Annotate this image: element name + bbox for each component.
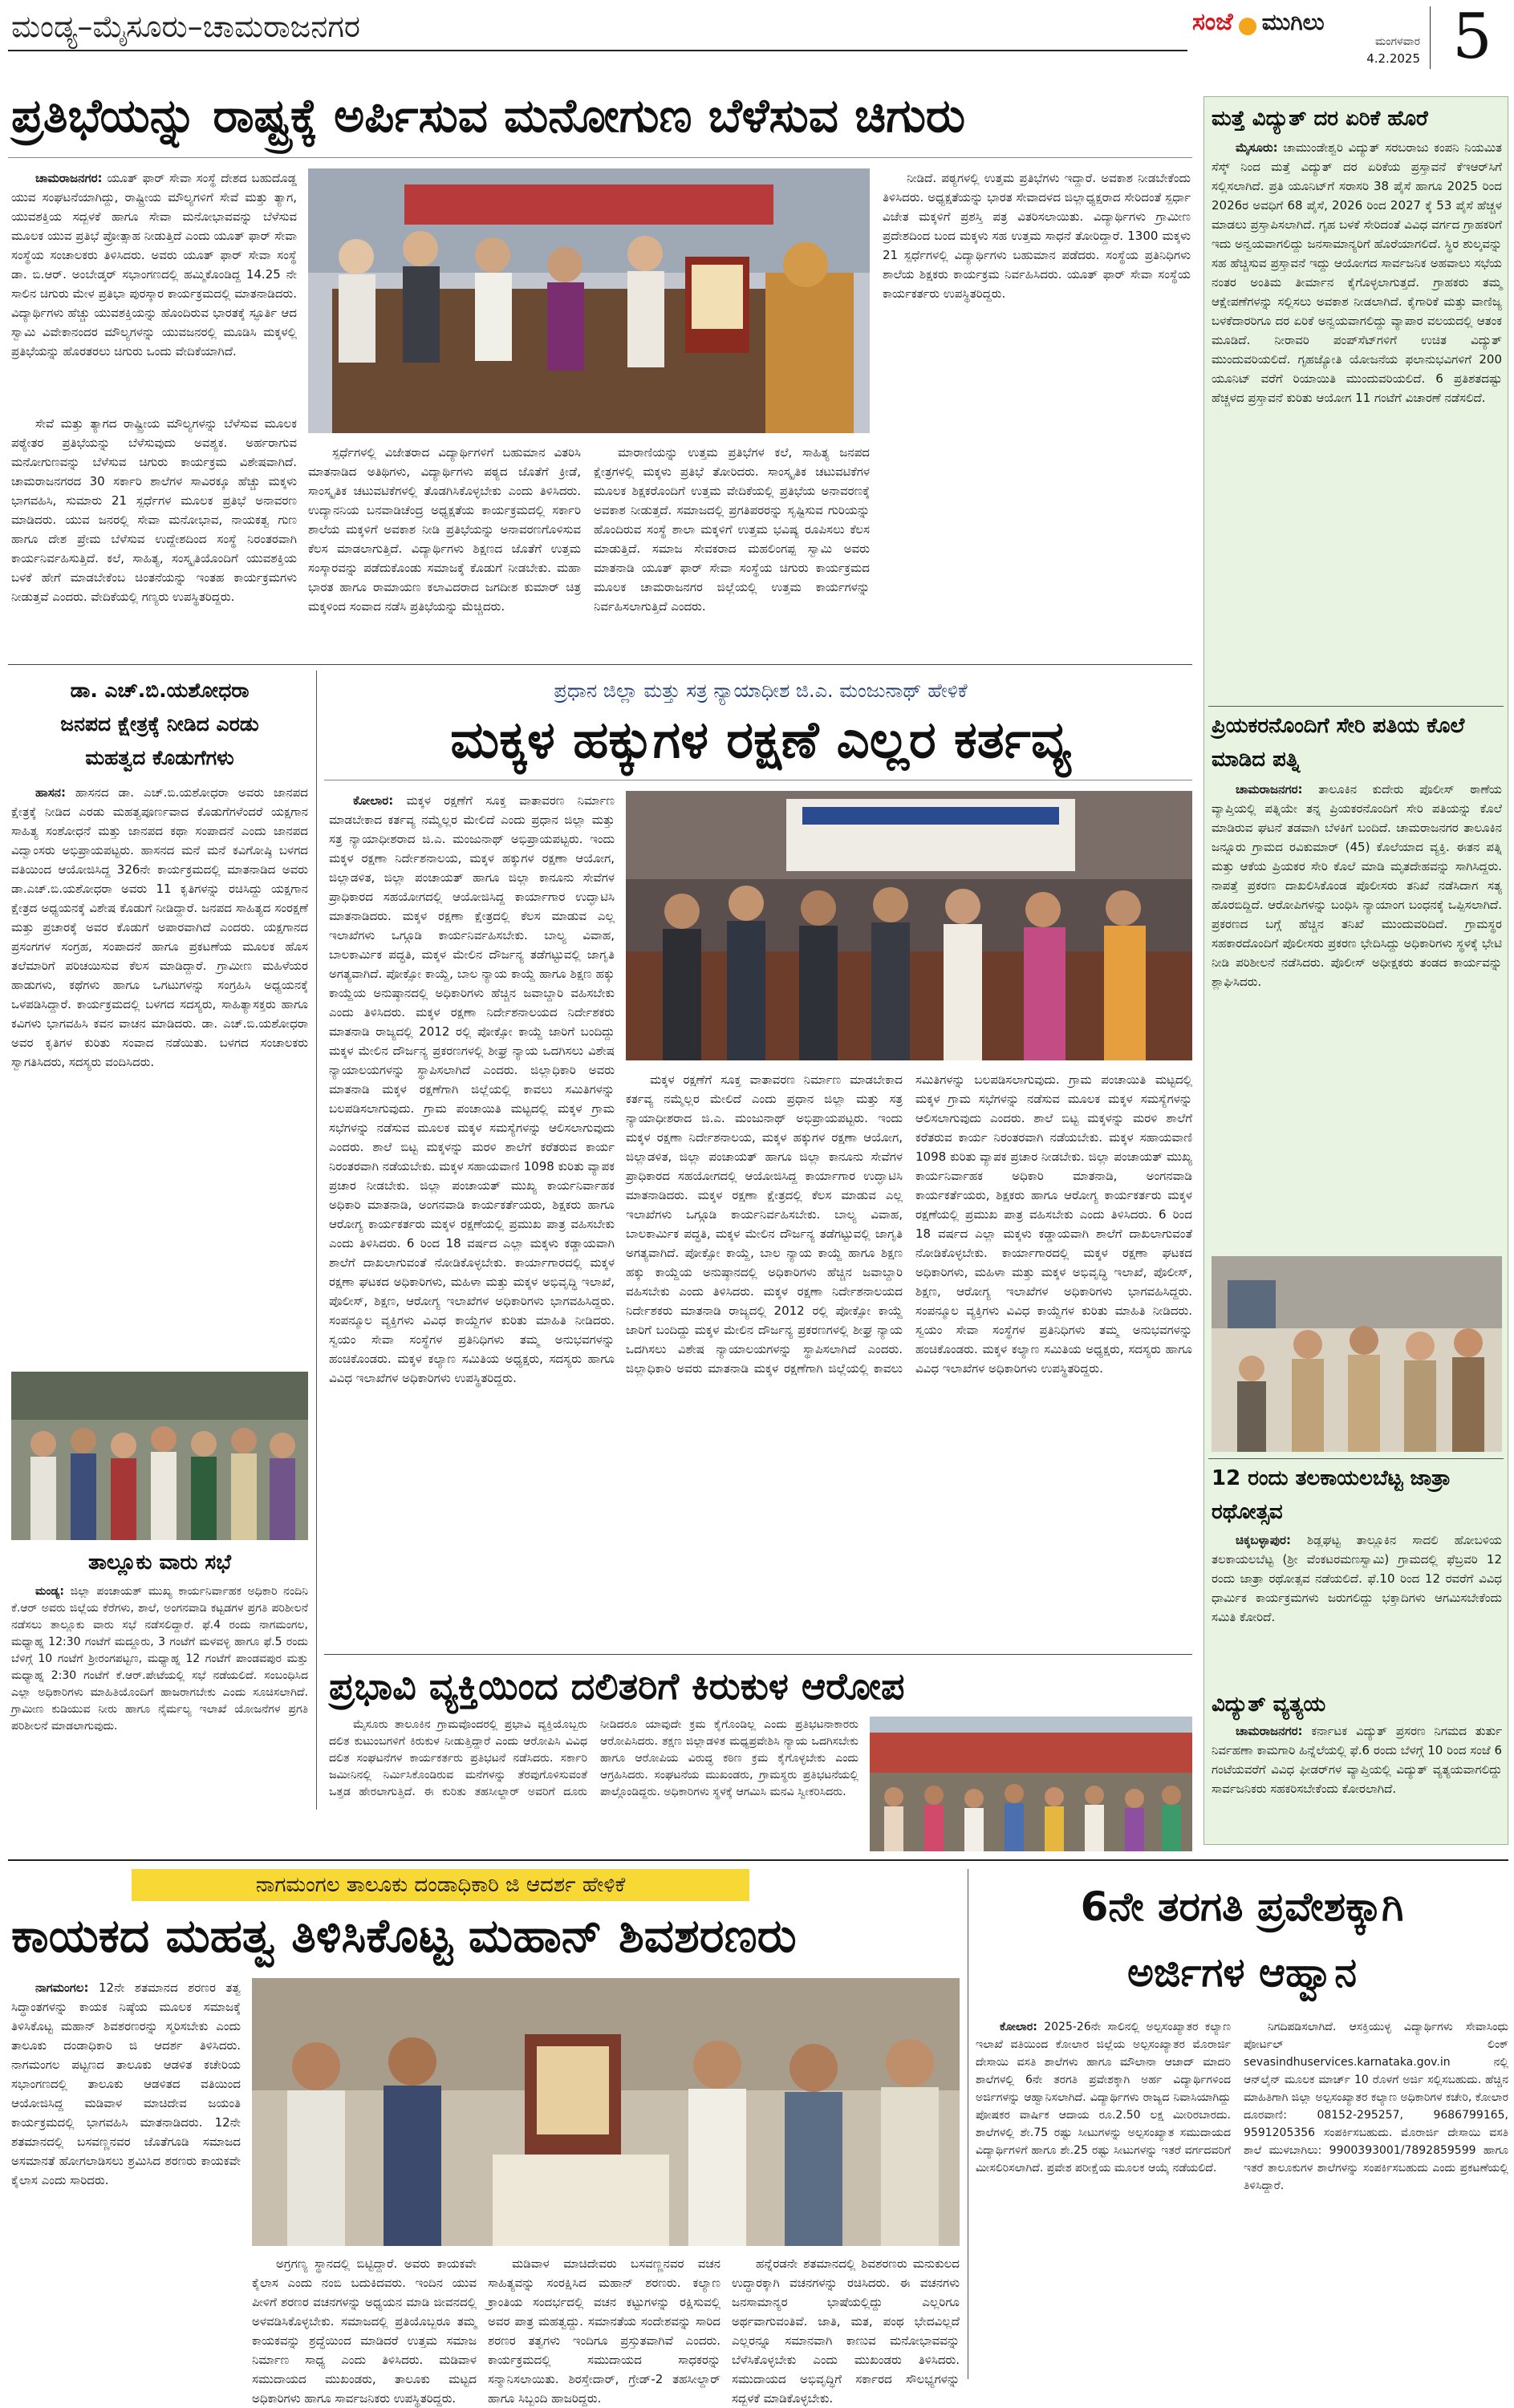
story1-dateline: ಚಾಮರಾಜನಗರ: xyxy=(35,171,103,185)
story1-col4-text: ಮಾರಾಣಿಯನ್ನು ಉತ್ತಮ ಪ್ರತಿಭೆಗಳ ಕಲೆ, ಸಾಹಿತ್ಯ ಜನಪದ ಕ್ಷೇತ್ರಗಳಲ್ಲಿ ಮಕ್ಕಳು ಪ್ರತಿಭೆ ತೋರಿದರು. ಸಾಂಸ್ಕೃತಿಕ ಚಟುವಟಿಕೆಗಳ ಮೂಲಕ ಶಿಕ್ಷಕರೊಂದಿಗೆ ಉತ್ತಮ ವೇದಿಕೆಯಲ್ಲಿ ಪ್ರತಿಭೆಯ ಅನಾವರಣಕ್ಕೆ ಅವಕಾಶ ನೀಡುತ್ತದೆ. ಸಮಾಜದಲ್ಲಿ ಪ್ರಗತಿಪರರನ್ನು ಸೃಷ್ಟಿಸುವ ಗುರಿಯನ್ನು ಹೊಂದಿರುವ ಸಂಸ್ಥೆ ಶಾಲಾ ಮಕ್ಕಳಿಗೆ ಉತ್ತಮ ಭವಿಷ್ಯ ರೂಪಿಸಲು ಕೆಲಸ ಮಾಡುತ್ತಿದೆ. ಸಮಾಜ ಸೇವಕರಾದ ಮಹಲಿಂಗಪ್ಪ ಸ್ವಾಮಿ ಅವರು ಮಾತನಾಡಿ ಯೂತ್ ಫಾರ್ ಸೇವಾ ಸಂಸ್ಥೆಯ ಚಿಗುರು ಕಾರ್ಯಕ್ರಮದ ಮೂಲಕ ಚಾಮರಾಜನಗರ ಜಿಲ್ಲೆಯಲ್ಲಿ ಉತ್ತಮ ಕಾರ್ಯಗಳನ್ನು ನಿರ್ವಹಿಸಲಾಗುತ್ತಿದೆ ಎಂದರು. xyxy=(594,445,870,614)
logo-dark: ಮುಗಿಲು xyxy=(1261,9,1325,35)
kayaka-col3 xyxy=(488,2254,720,2406)
power-text: ಚಾಮುಂಡೇಶ್ವರಿ ವಿದ್ಯುತ್ ಸರಬರಾಜು ಕಂಪನಿ ನಿಯಮಿತ ಸೆಸ್ಕ್ ನಿಂದ ಮತ್ತೆ ವಿದ್ಯುತ್ ದರ ಏರಿಕೆಯ ಪ್ರಸ್ತಾವನೆ ಕೆಇಆರ್‌ಸಿಗೆ ಸಲ್ಲಿಸಲಾಗಿದೆ. ಪ್ರತಿ ಯೂನಿಟ್‌ಗೆ ಸರಾಸರಿ 38 ಪೈಸೆ ಹಾಗೂ 2025 ರಿಂದ 2026ರ ಅವಧಿಗೆ 68 ಪೈಸೆ, 2026 ರಿಂದ 2027 ಕ್ಕೆ 53 ಪೈಸೆ ಹೆಚ್ಚಳ ಮಾಡಲು ಪ್ರಸ್ತಾಪಿಸಲಾಗಿದೆ. ಗೃಹ ಬಳಕೆ ಸೇರಿದಂತೆ ವಿವಿಧ ವರ್ಗದ ಗ್ರಾಹಕರಿಗೆ ಇದು ಅನ್ವಯವಾಗಲಿದ್ದು ಜನಸಾಮಾನ್ಯರಿಗೆ ಹೊರೆಯಾಗಲಿದೆ. ಸ್ಥಿರ ಶುಲ್ಕವನ್ನು ಸಹ ಹೆಚ್ಚಿಸುವ ಪ್ರಸ್ತಾವನೆ ಇದ್ದು ಆಯೋಗದ ಸಾರ್ವಜನಿಕ ಅಹವಾಲು ಸಭೆಯ ನಂತರ ಅಂತಿಮ ತೀರ್ಮಾನ ಕೈಗೊಳ್ಳಲಾಗುತ್ತದೆ. ಗ್ರಾಹಕರು ತಮ್ಮ ಆಕ್ಷೇಪಣೆಗಳನ್ನು ಸಲ್ಲಿಸಲು ಅವಕಾಶ ನೀಡಲಾಗಿದೆ. ಕೈಗಾರಿಕೆ ಮತ್ತು ವಾಣಿಜ್ಯ ಬಳಕೆದಾರರಿಗೂ ದರ ಏರಿಕೆ ಅನ್ವಯವಾಗಲಿದ್ದು ವ್ಯಾಪಾರ ವಲಯದಲ್ಲಿ ಆತಂಕ ಮೂಡಿದೆ. ನೀರಾವರಿ ಪಂಪ್‌ಸೆಟ್‌ಗಳಿಗೆ ಉಚಿತ ವಿದ್ಯುತ್ ಮುಂದುವರಿಯಲಿದೆ. ಗೃಹಜ್ಯೋತಿ ಯೋಜನೆಯ ಫಲಾನುಭವಿಗಳಿಗೆ 200 ಯೂನಿಟ್ ವರೆಗೆ ರಿಯಾಯಿತಿ ಮುಂದುವರಿಯಲಿದೆ. 6 ಪ್ರತಿಶತದಷ್ಟು ಹೆಚ್ಚಳದ ಪ್ರಸ್ತಾವನೆ ಕುರಿತು ಆಯೋಗ 11 ಗಂಟೆಗೆ ವಿಚಾರಣೆ ನಡೆಸಲಿದೆ. xyxy=(1212,140,1502,405)
murder-photo xyxy=(1212,1256,1502,1452)
murder-headline xyxy=(1212,709,1502,776)
admission-dateline: ಕೋಲಾರ: xyxy=(1000,2021,1037,2033)
power-headline: ಮತ್ತೆ ವಿದ್ಯುತ್ ದರ ಏರಿಕೆ ಹೊರೆ xyxy=(1212,107,1428,131)
prabhavi-photo xyxy=(870,1717,1192,1851)
admission-col2 xyxy=(1244,2018,1508,2379)
sabhe-text: ಜಿಲ್ಲಾ ಪಂಚಾಯತ್ ಮುಖ್ಯ ಕಾರ್ಯನಿರ್ವಾಹಕ ಅಧಿಕಾರಿ ನಂದಿನಿ ಕೆ.ಆರ್ ಅವರು ಜಿಲ್ಲೆಯ ಕೆರೆಗಳು, ಶಾಲೆ, ಅಂಗನವಾಡಿ ಕಟ್ಟಡಗಳ ಪ್ರಗತಿ ಪರಿಶೀಲನೆ ನಡೆಸಲು ತಾಲ್ಲೂಕು ವಾರು ಸಭೆ ನಡೆಸಲಿದ್ದಾರೆ. ಫೆ.4 ರಂದು ನಾಗಮಂಗಲ, ಮಧ್ಯಾಹ್ನ 12:30 ಗಂಟೆಗೆ ಮದ್ದೂರು, 3 ಗಂಟೆಗೆ ಮಳವಳ್ಳಿ ಹಾಗೂ ಫೆ.5 ರಂದು ಬೆಳಿಗ್ಗೆ 10 ಗಂಟೆಗೆ ಶ್ರೀರಂಗಪಟ್ಟಣ, ಮಧ್ಯಾಹ್ನ 12 ಗಂಟೆಗೆ ಪಾಂಡವಪುರ ಮತ್ತು ಮಧ್ಯಾಹ್ನ 2:30 ಗಂಟೆಗೆ ಕೆ.ಆರ್.ಪೇಟೆಯಲ್ಲಿ ಸಭೆ ನಡೆಯಲಿದೆ. ಸಂಬಂಧಿಸಿದ ಎಲ್ಲಾ ಅಧಿಕಾರಿಗಳು ಮಾಹಿತಿಯೊಂದಿಗೆ ಹಾಜರಾಗಬೇಕು ಎಂದು ಸೂಚಿಸಲಾಗಿದೆ. ಗ್ರಾಮೀಣ ಕುಡಿಯುವ ನೀರು ಹಾಗೂ ನೈರ್ಮಲ್ಯ ಇಲಾಖೆ ಯೋಜನೆಗಳ ಪ್ರಗತಿ ಪರಿಶೀಲನೆ ಮಾಡಲಾಗುವುದು. xyxy=(11,1585,308,1733)
hb-headline xyxy=(11,674,308,778)
prabhavi-rule-top xyxy=(324,1654,1192,1655)
makkalu-text: ಮಕ್ಕಳ ರಕ್ಷಣೆಗೆ ಸೂಕ್ತ ವಾತಾವರಣ ನಿರ್ಮಾಣ ಮಾಡಬೇಕಾದ ಕರ್ತವ್ಯ ನಮ್ಮೆಲ್ಲರ ಮೇಲಿದೆ ಎಂದು ಪ್ರಧಾನ ಜಿಲ್ಲಾ ಮತ್ತು ಸತ್ರ ನ್ಯಾಯಾಧೀಶರಾದ ಜಿ.ಎ. ಮಂಜುನಾಥ್ ಅಭಿಪ್ರಾಯಪಟ್ಟರು. ಇಂದು ಮಕ್ಕಳ ರಕ್ಷಣಾ ನಿರ್ದೇಶನಾಲಯ, ಮಕ್ಕಳ ಹಕ್ಕುಗಳ ರಕ್ಷಣಾ ಆಯೋಗ, ಜಿಲ್ಲಾಡಳಿತ, ಜಿಲ್ಲಾ ಪಂಚಾಯತ್ ಹಾಗೂ ಜಿಲ್ಲಾ ಕಾನೂನು ಸೇವೆಗಳ ಪ್ರಾಧಿಕಾರದ ಸಹಯೋಗದಲ್ಲಿ ಆಯೋಜಿಸಿದ್ದ ಕಾರ್ಯಾಗಾರ ಉದ್ಘಾಟಿಸಿ ಮಾತನಾಡಿದರು. ಮಕ್ಕಳ ರಕ್ಷಣಾ ಕ್ಷೇತ್ರದಲ್ಲಿ ಕೆಲಸ ಮಾಡುವ ಎಲ್ಲ ಇಲಾಖೆಗಳು ಒಗ್ಗೂಡಿ ಕಾರ್ಯನಿರ್ವಹಿಸಬೇಕು. ಬಾಲ್ಯ ವಿವಾಹ, ಬಾಲಕಾರ್ಮಿಕ ಪದ್ಧತಿ, ಮಕ್ಕಳ ಮೇಲಿನ ದೌರ್ಜನ್ಯ ತಡೆಗಟ್ಟುವಲ್ಲಿ ಜಾಗೃತಿ ಅಗತ್ಯವಾಗಿದೆ. ಪೋಕ್ಸೋ ಕಾಯ್ದೆ, ಬಾಲ ನ್ಯಾಯ ಕಾಯ್ದೆ ಹಾಗೂ ಶಿಕ್ಷಣ ಹಕ್ಕು ಕಾಯ್ದೆಯ ಅನುಷ್ಠಾನದಲ್ಲಿ ಅಧಿಕಾರಿಗಳು ಹೆಚ್ಚಿನ ಜವಾಬ್ದಾರಿ ವಹಿಸಬೇಕು ಎಂದು ತಿಳಿಸಿದರು. ಮಕ್ಕಳ ರಕ್ಷಣಾ ನಿರ್ದೇಶನಾಲಯದ ನಿರ್ದೇಶಕರು ಮಾತನಾಡಿ ರಾಜ್ಯದಲ್ಲಿ 2012 ರಲ್ಲಿ ಪೋಕ್ಸೋ ಕಾಯ್ದೆ ಜಾರಿಗೆ ಬಂದಿದ್ದು ಮಕ್ಕಳ ಮೇಲಿನ ದೌರ್ಜನ್ಯ ಪ್ರಕರಣಗಳಲ್ಲಿ ಶೀಘ್ರ ನ್ಯಾಯ ಒದಗಿಸಲು ವಿಶೇಷ ನ್ಯಾಯಾಲಯಗಳನ್ನು ಸ್ಥಾಪಿಸಲಾಗಿದೆ ಎಂದರು. ಜಿಲ್ಲಾಧಿಕಾರಿ ಅವರು ಮಾತನಾಡಿ ಮಕ್ಕಳ ರಕ್ಷಣೆಗಾಗಿ ಜಿಲ್ಲೆಯಲ್ಲಿ ಕಾವಲು ಸಮಿತಿಗಳನ್ನು ಬಲಪಡಿಸಲಾಗುವುದು. ಗ್ರಾಮ ಪಂಚಾಯಿತಿ ಮಟ್ಟದಲ್ಲಿ ಮಕ್ಕಳ ಗ್ರಾಮ ಸಭೆಗಳನ್ನು ನಡೆಸುವ ಮೂಲಕ ಮಕ್ಕಳ ಸಮಸ್ಯೆಗಳನ್ನು ಆಲಿಸಲಾಗುವುದು ಎಂದರು. ಶಾಲೆ ಬಿಟ್ಟ ಮಕ್ಕಳನ್ನು ಮರಳಿ ಶಾಲೆಗೆ ಕರೆತರುವ ಕಾರ್ಯ ನಿರಂತರವಾಗಿ ನಡೆಯಬೇಕು. ಮಕ್ಕಳ ಸಹಾಯವಾಣಿ 1098 ಕುರಿತು ವ್ಯಾಪಕ ಪ್ರಚಾರ ನೀಡಬೇಕು. ಜಿಲ್ಲಾ ಪಂಚಾಯತ್ ಮುಖ್ಯ ಕಾರ್ಯನಿರ್ವಾಹಕ ಅಧಿಕಾರಿ ಮಾತನಾಡಿ, ಅಂಗನವಾಡಿ ಕಾರ್ಯಕರ್ತೆಯರು, ಶಿಕ್ಷಕರು ಹಾಗೂ ಆರೋಗ್ಯ ಕಾರ್ಯಕರ್ತರು ಮಕ್ಕಳ ರಕ್ಷಣೆಯಲ್ಲಿ ಪ್ರಮುಖ ಪಾತ್ರ ವಹಿಸಬೇಕು ಎಂದು ತಿಳಿಸಿದರು. 6 ರಿಂದ 18 ವರ್ಷದ ಎಲ್ಲಾ ಮಕ್ಕಳು ಕಡ್ಡಾಯವಾಗಿ ಶಾಲೆಗೆ ದಾಖಲಾಗುವಂತೆ ನೋಡಿಕೊಳ್ಳಬೇಕು. ಕಾರ್ಯಾಗಾರದಲ್ಲಿ ಮಕ್ಕಳ ರಕ್ಷಣಾ ಘಟಕದ ಅಧಿಕಾರಿಗಳು, ಮಹಿಳಾ ಮತ್ತು ಮಕ್ಕಳ ಅಭಿವೃದ್ಧಿ ಇಲಾಖೆ, ಪೊಲೀಸ್, ಶಿಕ್ಷಣ, ಆರೋಗ್ಯ ಇಲಾಖೆಗಳ ಅಧಿಕಾರಿಗಳು ಭಾಗವಹಿಸಿದ್ದರು. ಸಂಪನ್ಮೂಲ ವ್ಯಕ್ತಿಗಳು ವಿವಿಧ ಕಾಯ್ದೆಗಳ ಕುರಿತು ಮಾಹಿತಿ ನೀಡಿದರು. ಸ್ವಯಂ ಸೇವಾ ಸಂಸ್ಥೆಗಳ ಪ್ರತಿನಿಧಿಗಳು ತಮ್ಮ ಅನುಭವಗಳನ್ನು ಹಂಚಿಕೊಂಡರು. ಮಕ್ಕಳ ಕಲ್ಯಾಣ ಸಮಿತಿಯ ಅಧ್ಯಕ್ಷರು, ಸದಸ್ಯರು ಹಾಗೂ ವಿವಿಧ ಇಲಾಖೆಗಳ ಅಧಿಕಾರಿಗಳು ಉಪಸ್ಥಿತರಿದ್ದರು. xyxy=(329,793,615,1385)
vidyut-text: ಕರ್ನಾಟಕ ವಿದ್ಯುತ್ ಪ್ರಸರಣ ನಿಗಮದ ತುರ್ತು ನಿರ್ವಹಣಾ ಕಾಮಗಾರಿ ಹಿನ್ನೆಲೆಯಲ್ಲಿ ಫೆ.6 ರಂದು ಬೆಳಗ್ಗೆ 10 ರಿಂದ ಸಂಜೆ 6 ಗಂಟೆಯವರೆಗೆ ವಿವಿಧ ಫೀಡರ್‌ಗಳ ವ್ಯಾಪ್ತಿಯಲ್ಲಿ ವಿದ್ಯುತ್ ವ್ಯತ್ಯಯವಾಗಲಿದ್ದು ಸಾರ್ವಜನಿಕರು ಸಹಕರಿಸಬೇಕೆಂದು ಕೋರಲಾಗಿದೆ. xyxy=(1212,1724,1502,1796)
power-dateline: ಮೈಸೂರು: xyxy=(1236,140,1278,155)
sabhe-body xyxy=(11,1583,308,1851)
jatre-text: ಶಿಡ್ಲಘಟ್ಟ ತಾಲ್ಲೂಕಿನ ಸಾದಲಿ ಹೋಬಳಿಯ ತಲಕಾಯಲಬೆಟ್ಟ (ಶ್ರೀ ವೆಂಕಟರಮಣಸ್ವಾಮಿ) ಗ್ರಾಮದಲ್ಲಿ ಫೆಬ್ರವರಿ 12 ರಂದು ಜಾತ್ರಾ ರಥೋತ್ಸವ ನಡೆಯಲಿದೆ. ಫೆ.10 ರಿಂದ 12 ರವರೆಗೆ ವಿವಿಧ ಧಾರ್ಮಿಕ ಕಾರ್ಯಕ್ರಮಗಳು ಜರುಗಲಿದ್ದು ಭಕ್ತಾದಿಗಳು ಆಗಮಿಸಬೇಕೆಂದು ಸಮಿತಿ ಕೋರಿದೆ. xyxy=(1212,1533,1502,1624)
kayaka-col4-text: ಹನ್ನೆರಡನೇ ಶತಮಾನದಲ್ಲಿ ಶಿವಶರಣರು ಮನುಕುಲದ ಉದ್ಧಾರಕ್ಕಾಗಿ ವಚನಗಳನ್ನು ರಚಿಸಿದರು. ಈ ವಚನಗಳು ಜನಸಾಮಾನ್ಯರ ಭಾಷೆಯಲ್ಲಿದ್ದು ಎಲ್ಲರಿಗೂ ಅರ್ಥವಾಗುವಂತಿವೆ. ಜಾತಿ, ಮತ, ಪಂಥ ಭೇದವಿಲ್ಲದೆ ಎಲ್ಲರನ್ನೂ ಸಮಾನವಾಗಿ ಕಾಣುವ ಮನೋಭಾವವನ್ನು ಬೆಳೆಸಿಕೊಳ್ಳಬೇಕು ಎಂದು ಮುಖಂಡರು ತಿಳಿಸಿದರು. ಸಮುದಾಯದ ಅಭಿವೃದ್ಧಿಗೆ ಸರ್ಕಾರದ ಸೌಲಭ್ಯಗಳನ್ನು ಸದ್ಬಳಕೆ ಮಾಡಿಕೊಳ್ಳಬೇಕು. xyxy=(732,2256,960,2406)
murder-headline-text: ಪ್ರಿಯಕರನೊಂದಿಗೆ ಸೇರಿ ಪತಿಯ ಕೊಲೆ ಮಾಡಿದ ಪತ್ನಿ xyxy=(1212,714,1465,772)
admission-headline-l2: ಅರ್ಜಿಗಳ ಆಹ್ವಾನ xyxy=(1126,1949,1358,1996)
kayaka-kicker: ನಾಗಮಂಗಲ ತಾಲೂಕು ದಂಡಾಧಿಕಾರಿ ಜಿ ಆದರ್ಶ ಹೇಳಿಕೆ xyxy=(255,1873,626,1897)
story1-col5-text: ನೀಡಿದೆ. ಪಠ್ಯಗಳಲ್ಲಿ ಉತ್ತಮ ಪ್ರತಿಭೆಗಳು ಇದ್ದಾರೆ. ಅವಕಾಶ ನೀಡಬೇಕೆಂದು ತಿಳಿಸಿದರು. ಅಧ್ಯಕ್ಷತೆಯನ್ನು ಭಾರತ ಸೇವಾದಳದ ಜಿಲ್ಲಾಧ್ಯಕ್ಷರಾದ ಸೇರಿದಂತೆ ಸ್ಪರ್ಧಾ ವಿಜೇತ ಮಕ್ಕಳಿಗೆ ಪ್ರಶಸ್ತಿ ಪತ್ರ ವಿತರಿಸಲಾಯಿತು. ವಿದ್ಯಾರ್ಥಿಗಳು ಗ್ರಾಮೀಣ ಪ್ರದೇಶದಿಂದ ಬಂದ ಮಕ್ಕಳು ಸಹ ಉತ್ತಮ ಸಾಧನೆ ತೋರಿದ್ದಾರೆ. 1300 ಮಕ್ಕಳು 21 ಸ್ಪರ್ಧೆಗಳಲ್ಲಿ ವಿದ್ಯಾರ್ಥಿಗಳು ಬಹುಮಾನ ಪಡೆದರು. ಸಂಸ್ಥೆಯ ಪ್ರತಿನಿಧಿಗಳು ಶಾಲೆಯ ಶಿಕ್ಷಕರು ಕಾರ್ಯಕ್ರಮ ನಿರ್ವಹಿಸಿದರು. ಯೂತ್ ಫಾರ್ ಸೇವಾ ಸಂಸ್ಥೆಯ ಕಾರ್ಯಕರ್ತರು ಉಪಸ್ಥಿತರಿದ್ದರು. xyxy=(883,171,1191,301)
admission-col2-text: ನಿಗದಿಪಡಿಸಲಾಗಿದೆ. ಆಸಕ್ತಿಯುಳ್ಳ ವಿದ್ಯಾರ್ಥಿಗಳು ಸೇವಾಸಿಂಧು ಪೋರ್ಟಲ್ ಲಿಂಕ್ sevasindhuservices.karnataka.gov.in ನಲ್ಲಿ ಆನ್‌ಲೈನ್ ಮೂಲಕ ಮಾರ್ಚ್ 10 ರೊಳಗೆ ಅರ್ಜಿ ಸಲ್ಲಿಸಬಹುದು. ಹೆಚ್ಚಿನ ಮಾಹಿತಿಗಾಗಿ ಜಿಲ್ಲಾ ಅಲ್ಪಸಂಖ್ಯಾತರ ಕಲ್ಯಾಣ ಅಧಿಕಾರಿಗಳ ಕಚೇರಿ, ಕೋಲಾರ ದೂರವಾಣಿ: 08152-295257, 9686799165, 9591205356 ಸಂಪರ್ಕಿಸಬಹುದು. ಮೊರಾರ್ಜಿ ದೇಸಾಯಿ ವಸತಿ ಶಾಲೆ ಮುಳಬಾಗಿಲು: 9900393001/7892859599 ಹಾಗೂ ಇತರೆ ತಾಲೂಕುಗಳ ಶಾಲೆಗಳನ್ನು ಸಂಪರ್ಕಿಸಬಹುದು ಎಂದು ಪ್ರಕಟಣೆಯಲ್ಲಿ ತಿಳಿಸಿದ್ದಾರೆ. xyxy=(1244,2021,1508,2192)
power-body xyxy=(1212,138,1502,704)
left-col-divider xyxy=(316,671,317,1810)
admission-col1-text: 2025-26ನೇ ಸಾಲಿನಲ್ಲಿ ಅಲ್ಪಸಂಖ್ಯಾತರ ಕಲ್ಯಾಣ ಇಲಾಖೆ ವತಿಯಿಂದ ಕೋಲಾರ ಜಿಲ್ಲೆಯ ಅಲ್ಪಸಂಖ್ಯಾತರ ಮೊರಾರ್ಜಿ ದೇಸಾಯಿ ವಸತಿ ಶಾಲೆಗಳು ಹಾಗೂ ಮೌಲಾನಾ ಆಜಾದ್ ಮಾದರಿ ಶಾಲೆಗಳಲ್ಲಿ 6ನೇ ತರಗತಿ ಪ್ರವೇಶಕ್ಕಾಗಿ ಅರ್ಹ ವಿದ್ಯಾರ್ಥಿಗಳಿಂದ ಅರ್ಜಿಗಳನ್ನು ಆಹ್ವಾನಿಸಲಾಗಿದೆ. ವಿದ್ಯಾರ್ಥಿಗಳು ರಾಜ್ಯದ ನಿವಾಸಿಯಾಗಿದ್ದು ಪೋಷಕರ ವಾರ್ಷಿಕ ಆದಾಯ ರೂ.2.50 ಲಕ್ಷ ಮೀರಿರಬಾರದು. ಶಾಲೆಗಳಲ್ಲಿ ಶೇ.75 ರಷ್ಟು ಸೀಟುಗಳನ್ನು ಅಲ್ಪಸಂಖ್ಯಾತ ಸಮುದಾಯದ ವಿದ್ಯಾರ್ಥಿಗಳಿಗೆ ಹಾಗೂ ಶೇ.25 ರಷ್ಟು ಸೀಟುಗಳನ್ನು ಇತರೆ ವರ್ಗದವರಿಗೆ ಮೀಸಲಿರಿಸಲಾಗಿದೆ. ಪ್ರವೇಶ ಪರೀಕ್ಷೆಯ ಮೂಲಕ ಆಯ್ಕೆ ನಡೆಯಲಿದೆ. xyxy=(976,2021,1231,2175)
kayaka-dateline: ನಾಗಮಂಗಲ: xyxy=(35,1980,89,1995)
kayaka-col1-text: 12ನೇ ಶತಮಾನದ ಶರಣರ ತತ್ವ ಸಿದ್ಧಾಂತಗಳನ್ನು ಕಾಯಕ ನಿಷ್ಠೆಯ ಮೂಲಕ ಸಮಾಜಕ್ಕೆ ತಿಳಿಸಿಕೊಟ್ಟ ಮಹಾನ್ ಶಿವಶರಣರನ್ನು ಸ್ಮರಿಸಬೇಕು ಎಂದು ತಾಲೂಕು ದಂಡಾಧಿಕಾರಿ ಜಿ ಆದರ್ಶ ತಿಳಿಸಿದರು. ನಾಗಮಂಗಲ ಪಟ್ಟಣದ ತಾಲೂಕು ಆಡಳಿತ ಕಚೇರಿಯ ಸಭಾಂಗಣದಲ್ಲಿ ತಾಲೂಕು ಆಡಳಿತದ ವತಿಯಿಂದ ಆಯೋಜಿಸಿದ್ದ ಮಡಿವಾಳ ಮಾಚಿದೇವ ಜಯಂತಿ ಕಾರ್ಯಕ್ರಮದಲ್ಲಿ ಭಾಗವಹಿಸಿ ಮಾತನಾಡಿದರು. 12ನೇ ಶತಮಾನದಲ್ಲಿ ಬಸವಣ್ಣನವರ ಜೊತೆಗೂಡಿ ಸಮಾಜದ ಅಸಮಾನತೆ ಹೋಗಲಾಡಿಸಲು ಶ್ರಮಿಸಿದ ಶರಣರು ಕಾಯಕವೇ ಕೈಲಾಸ ಎಂದು ಸಾರಿದರು. xyxy=(11,1980,241,2187)
jatre-dateline: ಚಿಕ್ಕಬಳ್ಳಾಪುರ: xyxy=(1236,1533,1291,1547)
admission-headline xyxy=(976,1874,1508,2010)
masthead-divider xyxy=(1430,6,1431,69)
murder-text: ತಾಲೂಕಿನ ಕುದೇರು ಪೊಲೀಸ್ ಠಾಣೆಯ ವ್ಯಾಪ್ತಿಯಲ್ಲಿ ಪತ್ನಿಯೇ ತನ್ನ ಪ್ರಿಯಕರನೊಂದಿಗೆ ಸೇರಿ ಪತಿಯನ್ನು ಕೊಲೆ ಮಾಡಿರುವ ಘಟನೆ ತಡವಾಗಿ ಬೆಳಕಿಗೆ ಬಂದಿದೆ. ಚಾಮರಾಜನಗರ ತಾಲೂಕಿನ ಜನ್ನೂರು ಗ್ರಾಮದ ರವಿಕುಮಾರ್ (45) ಕೊಲೆಯಾದ ವ್ಯಕ್ತಿ. ಈತನ ಪತ್ನಿ ಮತ್ತು ಆಕೆಯ ಪ್ರಿಯಕರ ಸೇರಿ ಕೊಲೆ ಮಾಡಿ ಮೃತದೇಹವನ್ನು ಸಾಗಿಸಿದ್ದರು. ನಾಪತ್ತೆ ಪ್ರಕರಣ ದಾಖಲಿಸಿಕೊಂಡ ಪೊಲೀಸರು ತನಿಖೆ ನಡೆಸಿದಾಗ ಸತ್ಯ ಹೊರಬಿದ್ದಿದೆ. ಆರೋಪಿಗಳನ್ನು ಬಂಧಿಸಿ ನ್ಯಾಯಾಂಗ ಬಂಧನಕ್ಕೆ ಒಪ್ಪಿಸಲಾಗಿದೆ. ಪ್ರಕರಣದ ಬಗ್ಗೆ ಹೆಚ್ಚಿನ ತನಿಖೆ ಮುಂದುವರಿದಿದೆ. ಗ್ರಾಮಸ್ಥರ ಸಹಕಾರದೊಂದಿಗೆ ಪೊಲೀಸರು ಪ್ರಕರಣ ಭೇದಿಸಿದ್ದು ಅಧಿಕಾರಿಗಳು ಸ್ಥಳಕ್ಕೆ ಭೇಟಿ ನೀಡಿ ಪರಿಶೀಲನೆ ನಡೆಸಿದರು. ಪೊಲೀಸ್ ಅಧೀಕ್ಷಕರು ತಂಡದ ಕಾರ್ಯವನ್ನು ಶ್ಲಾಘಿಸಿದರು. xyxy=(1212,782,1502,989)
logo-sun-icon xyxy=(1239,18,1256,35)
hb-body xyxy=(11,783,308,1367)
kayaka-headline: ಕಾಯಕದ ಮಹತ್ವ ತಿಳಿಸಿಕೊಟ್ಟ ಮಹಾನ್ ಶಿವಶರಣರು xyxy=(11,1908,797,1963)
vidyut-headline: ವಿದ್ಯುತ್ ವ್ಯತ್ಯಯ xyxy=(1212,1692,1326,1717)
makkalu-body-right xyxy=(626,1070,1192,1649)
story1-col3-text: ಸ್ಪರ್ಧೆಗಳಲ್ಲಿ ವಿಜೇತರಾದ ವಿದ್ಯಾರ್ಥಿಗಳಿಗೆ ಬಹುಮಾನ ವಿತರಿಸಿ ಮಾತನಾಡಿದ ಅತಿಥಿಗಳು, ವಿದ್ಯಾರ್ಥಿಗಳು ಪಠ್ಯದ ಜೊತೆಗೆ ಕ್ರೀಡೆ, ಸಾಂಸ್ಕೃತಿಕ ಚಟುವಟಿಕೆಗಳಲ್ಲಿ ತೊಡಗಿಸಿಕೊಳ್ಳಬೇಕು ಎಂದು ತಿಳಿಸಿದರು. ಉದ್ಯಾನನಿಯ ಬನವಾಡಿಚೆಂದ್ರ ಅಧ್ಯಕ್ಷತೆಯ ಕಾರ್ಯಕ್ರಮದಲ್ಲಿ ಸರ್ಕಾರಿ ಶಾಲೆಯ ಮಕ್ಕಳಿಗೆ ಅವಕಾಶ ನೀಡಿ ಪ್ರತಿಭೆಯನ್ನು ಅನಾವರಣಗೊಳಿಸುವ ಕೆಲಸ ಮಾಡಲಾಗುತ್ತಿದೆ. ವಿದ್ಯಾರ್ಥಿಗಳು ಶಿಕ್ಷಣದ ಜೊತೆಗೆ ಉತ್ತಮ ಸಂಸ್ಕಾರವನ್ನು ಪಡೆದುಕೊಂಡು ಸಮಾಜಕ್ಕೆ ಕೊಡುಗೆ ನೀಡಬೇಕು. ಮಹಾ ಭಾರತ ಹಾಗೂ ರಾಮಾಯಣ ಕಲಾವಿದರಾದ ಜಗದೀಶ ಕುಮಾರ್ ಚಿತ್ರ ಮಕ್ಕಳಿಂದ ಸಂವಾದ ನಡೆಸಿ ಪ್ರತಿಭೆಯನ್ನು ಮೆಚ್ಚಿದರು. xyxy=(308,445,581,614)
jatre-body xyxy=(1212,1530,1502,1688)
murder-body xyxy=(1212,780,1502,1251)
story1-col5 xyxy=(883,168,1191,655)
story1-col3 xyxy=(308,443,581,655)
story1-headline: ಪ್ರತಿಭೆಯನ್ನು ರಾಷ್ಟ್ರಕ್ಕೆ ಅರ್ಪಿಸುವ ಮನೋಗುಣ ಬೆಳೆಸುವ ಚಿಗುರು xyxy=(11,88,966,143)
hb-photo xyxy=(11,1372,308,1540)
masthead-date: 4.2.2025 xyxy=(1366,51,1420,66)
jatre-headline-text: 12 ರಂದು ತಲಕಾಯಲಬೆಟ್ಟ ಜಾತ್ರಾ ರಥೋತ್ಸವ xyxy=(1212,1466,1451,1524)
story1-photo xyxy=(308,168,870,433)
bottom-rule xyxy=(8,1859,1508,1861)
hb-headline-l1: ಡಾ. ಎಚ್.ಬಿ.ಯಶೋಧರಾ xyxy=(70,679,250,702)
makkalu-kicker: ಪ್ರಧಾನ ಜಿಲ್ಲಾ ಮತ್ತು ಸತ್ರ ನ್ಯಾಯಾಧೀಶ ಜಿ.ಎ. ಮಂಜುನಾಥ್ ಹೇಳಿಕೆ xyxy=(554,679,968,702)
hb-text: ಹಾಸನದ ಡಾ. ಎಚ್.ಬಿ.ಯಶೋಧರಾ ಅವರು ಜಾನಪದ ಕ್ಷೇತ್ರಕ್ಕೆ ನೀಡಿದ ಎರಡು ಮಹತ್ವಪೂರ್ಣವಾದ ಕೊಡುಗೆಗಳೆಂದರೆ ಯಕ್ಷಗಾನ ಸಾಹಿತ್ಯ ಸಂಶೋಧನೆ ಮತ್ತು ಜಾನಪದ ಕಥಾ ಸಂಪಾದನೆ ಎಂದು ಜಾನಪದ ವಿದ್ವಾಂಸರು ಅಭಿಪ್ರಾಯಪಟ್ಟರು. ಹಾಸನದ ಮನೆ ಮನೆ ಕವಿಗೋಷ್ಠಿ ಬಳಗದ ವತಿಯಿಂದ ಆಯೋಜಿಸಿದ್ದ 326ನೇ ಕಾರ್ಯಕ್ರಮದಲ್ಲಿ ಮಾತನಾಡಿದ ಅವರು ಡಾ.ಎಚ್.ಬಿ.ಯಶೋಧರಾ ಅವರು 11 ಕೃತಿಗಳನ್ನು ರಚಿಸಿದ್ದು ಯಕ್ಷಗಾನ ಕ್ಷೇತ್ರದ ಅಧ್ಯಯನಕ್ಕೆ ವಿಶೇಷ ಕೊಡುಗೆ ನೀಡಿದ್ದಾರೆ. ಜನಪದ ಸಾಹಿತ್ಯದ ಸಂರಕ್ಷಣೆ ಮತ್ತು ಪ್ರಚಾರಕ್ಕೆ ಅವರ ಕೊಡುಗೆ ಅಪಾರವಾಗಿದೆ ಎಂದರು. ಯಕ್ಷಗಾನದ ಪ್ರಸಂಗಗಳ ಸಂಗ್ರಹ, ಸಂಪಾದನೆ ಹಾಗೂ ಪ್ರಕಟಣೆಯ ಮೂಲಕ ಹೊಸ ತಲೆಮಾರಿಗೆ ಪರಿಚಯಿಸುವ ಕೆಲಸ ಮಾಡಿದ್ದಾರೆ. ಗ್ರಾಮೀಣ ಮಹಿಳೆಯರ ಹಾಡುಗಳು, ಕಥೆಗಳು ಹಾಗೂ ಒಗಟುಗಳನ್ನು ಸಂಗ್ರಹಿಸಿ ಅಧ್ಯಯನಕ್ಕೆ ಒಳಪಡಿಸಿದ್ದಾರೆ. ಕಾರ್ಯಕ್ರಮದಲ್ಲಿ ಬಳಗದ ಸದಸ್ಯರು, ಸಾಹಿತ್ಯಾಸಕ್ತರು ಹಾಗೂ ಕವಿಗಳು ಭಾಗವಹಿಸಿ ಕವನ ವಾಚನ ಮಾಡಿದರು. ಡಾ. ಎಚ್.ಬಿ.ಯಶೋಧರಾ ಅವರ ಕೃತಿಗಳ ಕುರಿತು ಸಂವಾದ ನಡೆಯಿತು. ಬಳಗದ ಸಂಚಾಲಕರು ಸ್ವಾಗತಿಸಿದರು, ಸದಸ್ಯರು ವಂದಿಸಿದರು. xyxy=(11,785,308,1069)
story1-rule xyxy=(8,157,1192,158)
admission-col1 xyxy=(976,2018,1231,2379)
kayaka-kicker-band xyxy=(132,1869,749,1901)
story1-col4 xyxy=(594,443,870,655)
kayaka-col2-text: ಅಗ್ರಗಣ್ಯ ಸ್ಥಾನದಲ್ಲಿ ಬಿಟ್ಟಿದ್ದಾರೆ. ಅವರು ಕಾಯಕವೇ ಕೈಲಾಸ ಎಂದು ನಂಬಿ ಬದುಕಿದವರು. ಇಂದಿನ ಯುವ ಪೀಳಿಗೆ ಶರಣರ ವಚನಗಳನ್ನು ಅಧ್ಯಯನ ಮಾಡಿ ಜೀವನದಲ್ಲಿ ಅಳವಡಿಸಿಕೊಳ್ಳಬೇಕು. ಸಮಾಜದಲ್ಲಿ ಪ್ರತಿಯೊಬ್ಬರೂ ತಮ್ಮ ಕಾಯಕವನ್ನು ಶ್ರದ್ಧೆಯಿಂದ ಮಾಡಿದರೆ ಉತ್ತಮ ಸಮಾಜ ನಿರ್ಮಾಣ ಸಾಧ್ಯ ಎಂದು ತಿಳಿಸಿದರು. ಮಡಿವಾಳ ಸಮುದಾಯದ ಮುಖಂಡರು, ತಾಲೂಕು ಮಟ್ಟದ ಅಧಿಕಾರಿಗಳು ಹಾಗೂ ಸಾರ್ವಜನಿಕರು ಉಪಸ್ಥಿತರಿದ್ದರು. xyxy=(252,2256,477,2406)
page-number: 5 xyxy=(1452,1,1492,73)
left-rule-1 xyxy=(8,664,1192,665)
kayaka-photo xyxy=(252,1978,960,2246)
hb-headline-l2: ಜನಪದ ಕ್ಷೇತ್ರಕ್ಕೆ ನೀಡಿದ ಎರಡು xyxy=(60,712,259,736)
section-title xyxy=(11,6,1183,47)
logo-red: ಸಂಜೆ xyxy=(1192,8,1233,36)
kayaka-col3-text: ಮಡಿವಾಳ ಮಾಚಿದೇವರು ಬಸವಣ್ಣನವರ ವಚನ ಸಾಹಿತ್ಯವನ್ನು ಸಂರಕ್ಷಿಸಿದ ಮಹಾನ್ ಶರಣರು. ಕಲ್ಯಾಣ ಕ್ರಾಂತಿಯ ಸಂದರ್ಭದಲ್ಲಿ ವಚನ ಕಟ್ಟುಗಳನ್ನು ರಕ್ಷಿಸುವಲ್ಲಿ ಅವರ ಪಾತ್ರ ಮಹತ್ವದ್ದು. ಸಮಾನತೆಯ ಸಂದೇಶವನ್ನು ಸಾರಿದ ಶರಣರ ತತ್ವಗಳು ಇಂದಿಗೂ ಪ್ರಸ್ತುತವಾಗಿವೆ ಎಂದರು. ಕಾರ್ಯಕ್ರಮದಲ್ಲಿ ಸಮುದಾಯದ ಸಾಧಕರನ್ನು ಸನ್ಮಾನಿಸಲಾಯಿತು. ಶಿರಸ್ತೇದಾರ್, ಗ್ರೇಡ್-2 ತಹಸೀಲ್ದಾರ್ ಹಾಗೂ ಸಿಬ್ಬಂದಿ ಹಾಜರಿದ್ದರು. xyxy=(488,2256,720,2406)
jatre-headline xyxy=(1212,1461,1502,1529)
makkalu-body-left xyxy=(329,791,615,1649)
kayaka-col1 xyxy=(11,1978,241,2379)
story1-col2-area xyxy=(11,414,297,655)
story1-col1-text: ಯೂತ್ ಫಾರ್ ಸೇವಾ ಸಂಸ್ಥೆ ದೇಶದ ಬಹುದೊಡ್ಡ ಯುವ ಸಂಘಟನೆಯಾಗಿದ್ದು, ರಾಷ್ಟ್ರೀಯ ಮೌಲ್ಯಗಳಿಗೆ ಸೇವೆ ಮತ್ತು ತ್ಯಾಗ, ಯುವಶಕ್ತಿಯ ಸದ್ಬಳಕೆ ಹಾಗೂ ಸೇವಾ ಮನೋಭಾವವನ್ನು ಬೆಳೆಸುವ ಮೂಲಕ ಯುವ ಪ್ರತಿಭೆ ಪ್ರೋತ್ಸಾಹ ನೀಡುತ್ತಿದೆ ಎಂದು ಯೂತ್ ಫಾರ್ ಸೇವಾ ಸಂಸ್ಥೆಯ ಸಂಚಾಲಕರು ತಿಳಿಸಿದರು. ಅವರು ಯೂತ್ ಫಾರ್ ಸೇವಾ ಸಂಸ್ಥೆ ಡಾ. ಬಿ.ಆರ್. ಅಂಬೇಡ್ಕರ್ ಸಭಾಂಗಣದಲ್ಲಿ ಹಮ್ಮಿಕೊಂಡಿದ್ದ 14.25 ನೇ ಸಾಲಿನ ಚಿಗುರು ಮೇಳ ಪ್ರತಿಭಾ ಪುರಸ್ಕಾರ ಕಾರ್ಯಕ್ರಮದಲ್ಲಿ ಮಾತನಾಡಿದರು. ವಿದ್ಯಾರ್ಥಿಗಳು ಹೆಚ್ಚು ಯುವಶಕ್ತಿಯನ್ನು ಹೊಂದಿರುವ ಭಾರತಕ್ಕೆ ಸ್ಫೂರ್ತಿ ಆದ ಸ್ವಾಮಿ ವಿವೇಕಾನಂದರ ಮೌಲ್ಯಗಳನ್ನು ಯುವಜನರಲ್ಲಿ ಮೂಡಿಸಿ ಮಕ್ಕಳಲ್ಲಿ ಪ್ರತಿಭೆಯನ್ನು ಹೊರತರಲು ಚಿಗುರು ಒಂದು ವೇದಿಕೆಯಾಗಿದೆ. xyxy=(11,171,297,359)
sabhe-headline: ತಾಲ್ಲೂಕು ವಾರು ಸಭೆ xyxy=(87,1551,232,1575)
kayaka-col2 xyxy=(252,2254,477,2406)
makkalu-dateline: ಕೋಲಾರ: xyxy=(353,793,394,808)
prabhavi-body xyxy=(329,1717,858,1853)
admission-headline-l1: 6ನೇ ತರಗತಿ ಪ್ರವೇಶಕ್ಕಾಗಿ xyxy=(1080,1883,1404,1930)
murder-dateline: ಚಾಮರಾಜನಗರ: xyxy=(1236,782,1303,797)
masthead-rule xyxy=(8,50,1187,51)
hb-headline-l3: ಮಹತ್ವದ ಕೊಡುಗೆಗಳು xyxy=(85,746,234,769)
vidyut-dateline: ಚಾಮರಾಜನಗರ: xyxy=(1236,1724,1303,1738)
prabhavi-text: ಮೈಸೂರು ತಾಲೂಕಿನ ಗ್ರಾಮವೊಂದರಲ್ಲಿ ಪ್ರಭಾವಿ ವ್ಯಕ್ತಿಯೊಬ್ಬರು ದಲಿತ ಕುಟುಂಬಗಳಿಗೆ ಕಿರುಕುಳ ನೀಡುತ್ತಿದ್ದಾರೆ ಎಂದು ಆರೋಪಿಸಿ ವಿವಿಧ ದಲಿತ ಸಂಘಟನೆಗಳ ಕಾರ್ಯಕರ್ತರು ಪ್ರತಿಭಟನೆ ನಡೆಸಿದರು. ಸರ್ಕಾರಿ ಜಮೀನಿನಲ್ಲಿ ನಿರ್ಮಿಸಿಕೊಂಡಿರುವ ಮನೆಗಳನ್ನು ತೆರವುಗೊಳಿಸುವಂತೆ ಒತ್ತಡ ಹೇರಲಾಗುತ್ತಿದೆ. ಈ ಕುರಿತು ತಹಸೀಲ್ದಾರ್ ಅವರಿಗೆ ದೂರು ನೀಡಿದರೂ ಯಾವುದೇ ಕ್ರಮ ಕೈಗೊಂಡಿಲ್ಲ ಎಂದು ಪ್ರತಿಭಟನಾಕಾರರು ಆರೋಪಿಸಿದರು. ತಕ್ಷಣ ಜಿಲ್ಲಾಡಳಿತ ಮಧ್ಯಪ್ರವೇಶಿಸಿ ನ್ಯಾಯ ಒದಗಿಸಬೇಕು ಹಾಗೂ ಆರೋಪಿಯ ವಿರುದ್ಧ ಕಠಿಣ ಕ್ರಮ ಕೈಗೊಳ್ಳಬೇಕು ಎಂದು ಆಗ್ರಹಿಸಿದರು. ಸಂಘಟನೆಯ ಮುಖಂಡರು, ಗ್ರಾಮಸ್ಥರು ಪ್ರತಿಭಟನೆಯಲ್ಲಿ ಪಾಲ್ಗೊಂಡಿದ್ದರು. ಅಧಿಕಾರಿಗಳು ಸ್ಥಳಕ್ಕೆ ಆಗಮಿಸಿ ಮನವಿ ಸ್ವೀಕರಿಸಿದರು. xyxy=(329,1718,858,1798)
prabhavi-headline: ಪ್ರಭಾವಿ ವ್ಯಕ್ತಿಯಿಂದ ದಲಿತರಿಗೆ ಕಿರುಕುಳ ಆರೋಪ xyxy=(329,1664,905,1708)
sidebar-rule-1 xyxy=(1208,706,1504,707)
vidyut-body xyxy=(1212,1721,1502,1840)
sabhe-dateline: ಮಂಡ್ಯ: xyxy=(35,1585,64,1598)
section-label: ಮಂಡ್ಯ–ಮೈಸೂರು–ಚಾಮರಾಜನಗರ xyxy=(11,9,360,44)
kayaka-col4 xyxy=(732,2254,960,2406)
sidebar-rule-2 xyxy=(1208,1458,1504,1459)
makkalu-headline: ಮಕ್ಕಳ ಹಕ್ಕುಗಳ ರಕ್ಷಣೆ ಎಲ್ಲರ ಕರ್ತವ್ಯ xyxy=(450,711,1071,770)
story1-col2-text: ಸೇವೆ ಮತ್ತು ತ್ಯಾಗದ ರಾಷ್ಟ್ರೀಯ ಮೌಲ್ಯಗಳನ್ನು ಬೆಳೆಸುವ ಮೂಲಕ ಪಠ್ಯೇತರ ಪ್ರತಿಭೆಯನ್ನು ಬೆಳೆಸುವುದು ಅವಶ್ಯಕ. ಅರ್ಹರಾಗುವ ಮನೋಗುಣವನ್ನು ಬೆಳೆಸುವ ಚಿಗುರು ಕಾರ್ಯಕ್ರಮ ವಿಶೇಷವಾಗಿದೆ. ಚಾಮರಾಜನಗರದ 30 ಸರ್ಕಾರಿ ಶಾಲೆಗಳ ಸಾವಿರಕ್ಕೂ ಹೆಚ್ಚು ಮಕ್ಕಳು ಭಾಗವಹಿಸಿ, ಸುಮಾರು 21 ಸ್ಪರ್ಧೆಗಳ ಮೂಲಕ ಪ್ರತಿಭೆ ಅನಾವರಣ ಮಾಡಿದರು. ಯುವ ಜನರಲ್ಲಿ ಸೇವಾ ಮನೋಭಾವ, ನಾಯಕತ್ವ ಗುಣ ಹಾಗೂ ದೇಶ ಪ್ರೇಮ ಬೆಳೆಸುವ ಉದ್ದೇಶದಿಂದ ಸಂಸ್ಥೆ ನಿರಂತರವಾಗಿ ಕಾರ್ಯನಿರ್ವಹಿಸುತ್ತಿದೆ. ಕಲೆ, ಸಾಹಿತ್ಯ, ಸಂಸ್ಕೃತಿಯೊಂದಿಗೆ ಯುವಶಕ್ತಿಯ ಬಳಕೆ ಹೇಗೆ ಮಾಡಬೇಕೆಂಬ ಚಿಂತನೆಯನ್ನು ಇಂತಹ ಕಾರ್ಯಕ್ರಮಗಳು ನೀಡುತ್ತವೆ ಎಂದರು. ವೇದಿಕೆಯಲ್ಲಿ ಗಣ್ಯರು ಉಪಸ್ಥಿತರಿದ್ದರು. xyxy=(11,416,297,604)
hb-dateline: ಹಾಸನ: xyxy=(35,785,66,800)
makkalu-photo xyxy=(626,791,1192,1060)
makkalu-text-continued: ಮಕ್ಕಳ ರಕ್ಷಣೆಗೆ ಸೂಕ್ತ ವಾತಾವರಣ ನಿರ್ಮಾಣ ಮಾಡಬೇಕಾದ ಕರ್ತವ್ಯ ನಮ್ಮೆಲ್ಲರ ಮೇಲಿದೆ ಎಂದು ಪ್ರಧಾನ ಜಿಲ್ಲಾ ಮತ್ತು ಸತ್ರ ನ್ಯಾಯಾಧೀಶರಾದ ಜಿ.ಎ. ಮಂಜುನಾಥ್ ಅಭಿಪ್ರಾಯಪಟ್ಟರು. ಇಂದು ಮಕ್ಕಳ ರಕ್ಷಣಾ ನಿರ್ದೇಶನಾಲಯ, ಮಕ್ಕಳ ಹಕ್ಕುಗಳ ರಕ್ಷಣಾ ಆಯೋಗ, ಜಿಲ್ಲಾಡಳಿತ, ಜಿಲ್ಲಾ ಪಂಚಾಯತ್ ಹಾಗೂ ಜಿಲ್ಲಾ ಕಾನೂನು ಸೇವೆಗಳ ಪ್ರಾಧಿಕಾರದ ಸಹಯೋಗದಲ್ಲಿ ಆಯೋಜಿಸಿದ್ದ ಕಾರ್ಯಾಗಾರ ಉದ್ಘಾಟಿಸಿ ಮಾತನಾಡಿದರು. ಮಕ್ಕಳ ರಕ್ಷಣಾ ಕ್ಷೇತ್ರದಲ್ಲಿ ಕೆಲಸ ಮಾಡುವ ಎಲ್ಲ ಇಲಾಖೆಗಳು ಒಗ್ಗೂಡಿ ಕಾರ್ಯನಿರ್ವಹಿಸಬೇಕು. ಬಾಲ್ಯ ವಿವಾಹ, ಬಾಲಕಾರ್ಮಿಕ ಪದ್ಧತಿ, ಮಕ್ಕಳ ಮೇಲಿನ ದೌರ್ಜನ್ಯ ತಡೆಗಟ್ಟುವಲ್ಲಿ ಜಾಗೃತಿ ಅಗತ್ಯವಾಗಿದೆ. ಪೋಕ್ಸೋ ಕಾಯ್ದೆ, ಬಾಲ ನ್ಯಾಯ ಕಾಯ್ದೆ ಹಾಗೂ ಶಿಕ್ಷಣ ಹಕ್ಕು ಕಾಯ್ದೆಯ ಅನುಷ್ಠಾನದಲ್ಲಿ ಅಧಿಕಾರಿಗಳು ಹೆಚ್ಚಿನ ಜವಾಬ್ದಾರಿ ವಹಿಸಬೇಕು ಎಂದು ತಿಳಿಸಿದರು. ಮಕ್ಕಳ ರಕ್ಷಣಾ ನಿರ್ದೇಶನಾಲಯದ ನಿರ್ದೇಶಕರು ಮಾತನಾಡಿ ರಾಜ್ಯದಲ್ಲಿ 2012 ರಲ್ಲಿ ಪೋಕ್ಸೋ ಕಾಯ್ದೆ ಜಾರಿಗೆ ಬಂದಿದ್ದು ಮಕ್ಕಳ ಮೇಲಿನ ದೌರ್ಜನ್ಯ ಪ್ರಕರಣಗಳಲ್ಲಿ ಶೀಘ್ರ ನ್ಯಾಯ ಒದಗಿಸಲು ವಿಶೇಷ ನ್ಯಾಯಾಲಯಗಳನ್ನು ಸ್ಥಾಪಿಸಲಾಗಿದೆ ಎಂದರು. ಜಿಲ್ಲಾಧಿಕಾರಿ ಅವರು ಮಾತನಾಡಿ ಮಕ್ಕಳ ರಕ್ಷಣೆಗಾಗಿ ಜಿಲ್ಲೆಯಲ್ಲಿ ಕಾವಲು ಸಮಿತಿಗಳನ್ನು ಬಲಪಡಿಸಲಾಗುವುದು. ಗ್ರಾಮ ಪಂಚಾಯಿತಿ ಮಟ್ಟದಲ್ಲಿ ಮಕ್ಕಳ ಗ್ರಾಮ ಸಭೆಗಳನ್ನು ನಡೆಸುವ ಮೂಲಕ ಮಕ್ಕಳ ಸಮಸ್ಯೆಗಳನ್ನು ಆಲಿಸಲಾಗುವುದು ಎಂದರು. ಶಾಲೆ ಬಿಟ್ಟ ಮಕ್ಕಳನ್ನು ಮರಳಿ ಶಾಲೆಗೆ ಕರೆತರುವ ಕಾರ್ಯ ನಿರಂತರವಾಗಿ ನಡೆಯಬೇಕು. ಮಕ್ಕಳ ಸಹಾಯವಾಣಿ 1098 ಕುರಿತು ವ್ಯಾಪಕ ಪ್ರಚಾರ ನೀಡಬೇಕು. ಜಿಲ್ಲಾ ಪಂಚಾಯತ್ ಮುಖ್ಯ ಕಾರ್ಯನಿರ್ವಾಹಕ ಅಧಿಕಾರಿ ಮಾತನಾಡಿ, ಅಂಗನವಾಡಿ ಕಾರ್ಯಕರ್ತೆಯರು, ಶಿಕ್ಷಕರು ಹಾಗೂ ಆರೋಗ್ಯ ಕಾರ್ಯಕರ್ತರು ಮಕ್ಕಳ ರಕ್ಷಣೆಯಲ್ಲಿ ಪ್ರಮುಖ ಪಾತ್ರ ವಹಿಸಬೇಕು ಎಂದು ತಿಳಿಸಿದರು. 6 ರಿಂದ 18 ವರ್ಷದ ಎಲ್ಲಾ ಮಕ್ಕಳು ಕಡ್ಡಾಯವಾಗಿ ಶಾಲೆಗೆ ದಾಖಲಾಗುವಂತೆ ನೋಡಿಕೊಳ್ಳಬೇಕು. ಕಾರ್ಯಾಗಾರದಲ್ಲಿ ಮಕ್ಕಳ ರಕ್ಷಣಾ ಘಟಕದ ಅಧಿಕಾರಿಗಳು, ಮಹಿಳಾ ಮತ್ತು ಮಕ್ಕಳ ಅಭಿವೃದ್ಧಿ ಇಲಾಖೆ, ಪೊಲೀಸ್, ಶಿಕ್ಷಣ, ಆರೋಗ್ಯ ಇಲಾಖೆಗಳ ಅಧಿಕಾರಿಗಳು ಭಾಗವಹಿಸಿದ್ದರು. ಸಂಪನ್ಮೂಲ ವ್ಯಕ್ತಿಗಳು ವಿವಿಧ ಕಾಯ್ದೆಗಳ ಕುರಿತು ಮಾಹಿತಿ ನೀಡಿದರು. ಸ್ವಯಂ ಸೇವಾ ಸಂಸ್ಥೆಗಳ ಪ್ರತಿನಿಧಿಗಳು ತಮ್ಮ ಅನುಭವಗಳನ್ನು ಹಂಚಿಕೊಂಡರು. ಮಕ್ಕಳ ಕಲ್ಯಾಣ ಸಮಿತಿಯ ಅಧ್ಯಕ್ಷರು, ಸದಸ್ಯರು ಹಾಗೂ ವಿವಿಧ ಇಲಾಖೆಗಳ ಅಧಿಕಾರಿಗಳು ಉಪಸ್ಥಿತರಿದ್ದರು. xyxy=(626,1072,1192,1376)
masthead-weekday: ಮಂಗಳವಾರ xyxy=(1374,35,1420,48)
